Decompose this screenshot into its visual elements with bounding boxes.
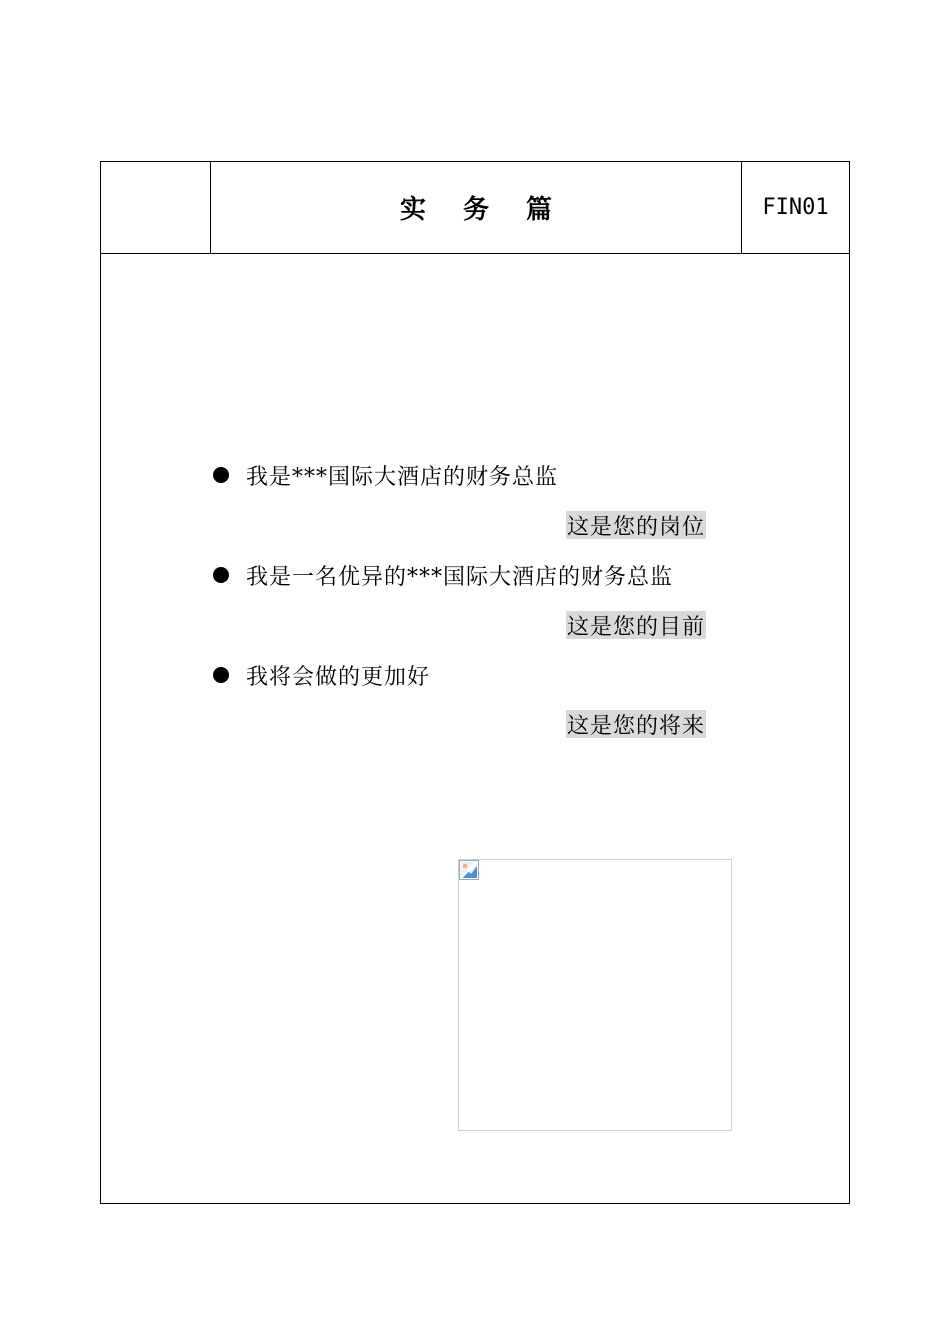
statement-text: 我是一名优异的***国际大酒店的财务总监	[246, 564, 674, 590]
bullet-icon	[213, 467, 229, 483]
document-code: FIN01	[762, 195, 829, 220]
header-blank-cell	[101, 162, 211, 253]
page-title: 实 务 篇	[399, 195, 567, 225]
statement-item	[213, 460, 558, 490]
statement-caption: 这是您的将来	[566, 710, 706, 738]
header-row	[101, 162, 849, 254]
statement-caption: 这是您的岗位	[566, 511, 706, 539]
header-code-cell	[742, 162, 849, 253]
image-placeholder	[458, 859, 732, 1131]
statement-item	[213, 560, 673, 590]
bullet-icon	[213, 667, 229, 683]
statement-caption: 这是您的目前	[566, 611, 706, 639]
statement-text: 我将会做的更加好	[246, 664, 431, 690]
statement-item	[213, 660, 430, 690]
broken-image-icon	[459, 860, 479, 880]
statement-text: 我是***国际大酒店的财务总监	[246, 464, 559, 490]
header-title-cell	[211, 162, 742, 253]
bullet-icon	[213, 567, 229, 583]
